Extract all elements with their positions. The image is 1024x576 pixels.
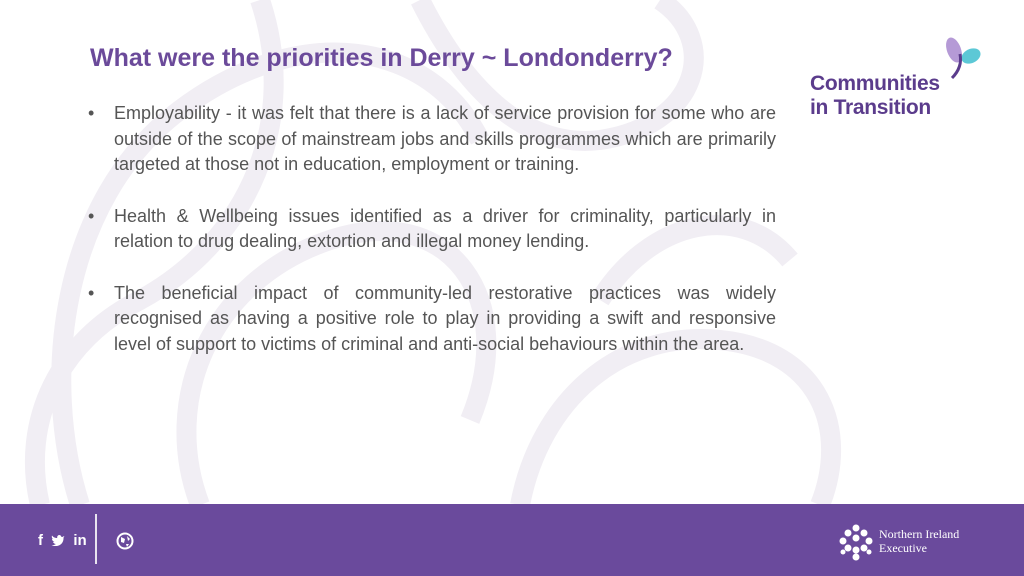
bullet-marker: • <box>88 103 95 123</box>
bullet-marker: • <box>88 205 95 226</box>
globe-icon[interactable] <box>116 532 134 550</box>
executive-line-1: Northern Ireland <box>879 527 960 541</box>
footer-bar <box>0 504 1024 576</box>
twitter-bird-icon[interactable] <box>51 534 65 546</box>
bullet-text: Employability - it was felt that there is a lack of service provision for some who are outside of the scope of mainstream jobs and skills programmes which are primarily targeted at those not in education, employment or training. <box>114 103 776 174</box>
communities-in-transition-logo <box>810 36 990 126</box>
page-title: What were the priorities in Derry ~ Londonderry? <box>90 44 673 72</box>
bullet-item-health-wellbeing <box>88 204 776 255</box>
bullet-item-employability <box>88 101 776 178</box>
logo-line-1: Communities <box>810 72 940 95</box>
butterfly-icon <box>938 36 988 82</box>
bullet-text: Health & Wellbeing issues identified as a driver for criminality, particularly in relation to drug dealing, extortion and illegal money lending. <box>114 205 776 251</box>
northern-ireland-executive-logo <box>838 520 988 564</box>
social-links <box>38 532 91 549</box>
executive-flax-emblem-icon <box>838 522 874 562</box>
bullet-text: The beneficial impact of community-led restorative practices was widely recognised as having a positive role to play in providing a swift and responsive level of support to victims of criminal and anti-social behaviours within the area. <box>114 282 776 354</box>
logo-line-2: in Transition <box>810 96 931 119</box>
executive-line-2: Executive <box>879 541 927 555</box>
facebook-icon[interactable]: f <box>38 532 43 549</box>
linkedin-icon[interactable]: in <box>73 532 87 549</box>
bullet-item-restorative-practices <box>88 281 776 358</box>
bullet-marker: • <box>88 282 95 303</box>
footer-divider <box>95 514 97 564</box>
bullet-list <box>88 101 776 383</box>
